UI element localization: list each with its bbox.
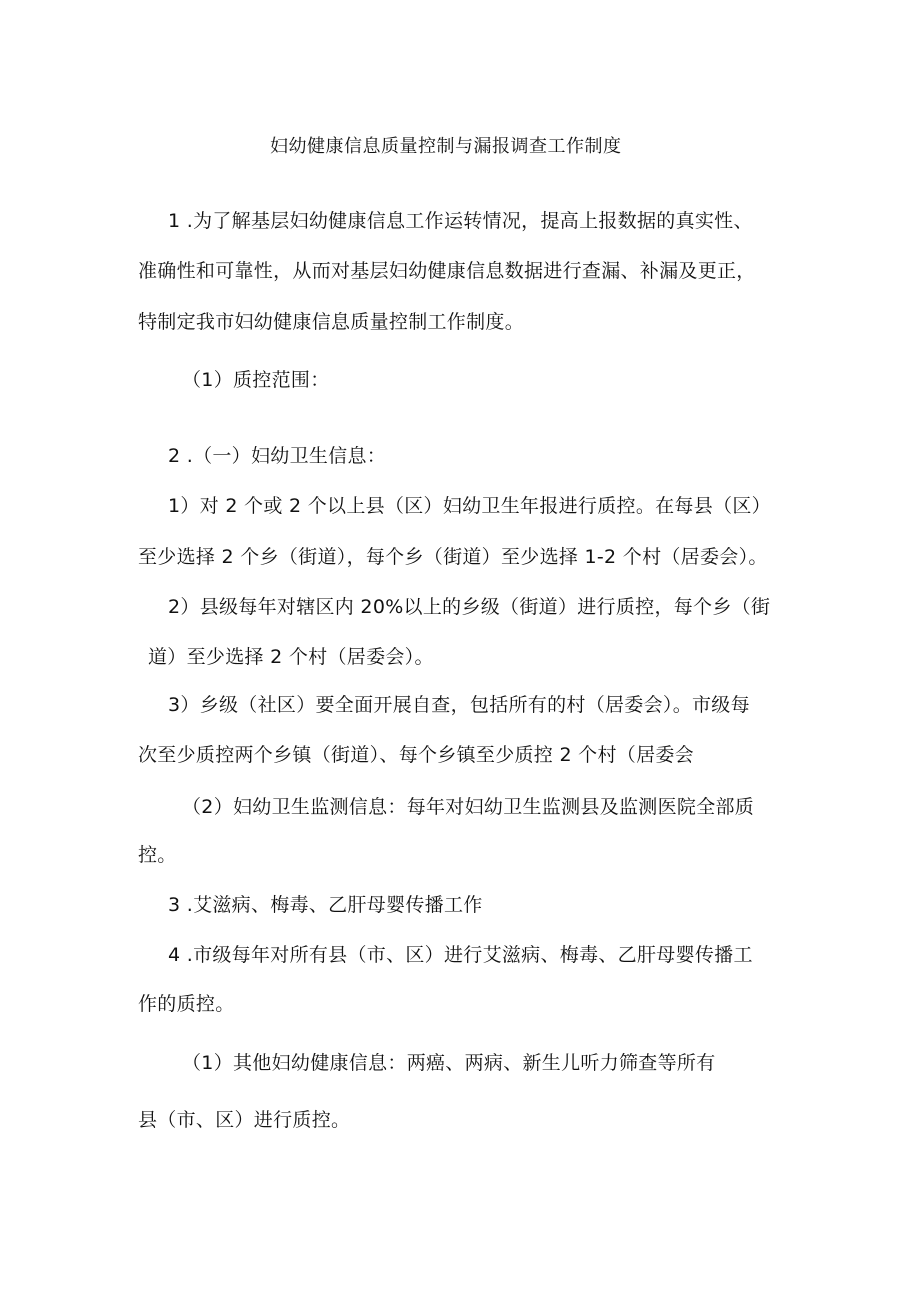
paragraph-line: 作的质控。 — [138, 993, 235, 1015]
paragraph-line: 3）乡级（社区）要全面开展自查，包括所有的村（居委会）。市级每 — [168, 694, 750, 716]
paragraph-line: （1）质控范围： — [182, 369, 330, 391]
paragraph-line: 县（市、区）进行质控。 — [138, 1109, 351, 1131]
document-title: 妇幼健康信息质量控制与漏报调查工作制度 — [270, 136, 622, 157]
paragraph-line: 至少选择 2 个乡（街道），每个乡（街道）至少选择 1-2 个村（居委会）。 — [138, 546, 768, 568]
paragraph-line: 特制定我市妇幼健康信息质量控制工作制度。 — [138, 311, 525, 333]
paragraph-line: 3 .艾滋病、梅毒、乙肝母婴传播工作 — [168, 894, 483, 916]
paragraph-line: 2 .（一）妇幼卫生信息： — [168, 445, 387, 467]
paragraph-line: （2）妇幼卫生监测信息：每年对妇幼卫生监测县及监测医院全部质 — [182, 796, 755, 818]
paragraph-line: 次至少质控两个乡镇（街道）、每个乡镇至少质控 2 个村（居委会 — [138, 744, 694, 766]
paragraph-line: 4 .市级每年对所有县（市、区）进行艾滋病、梅毒、乙肝母婴传播工 — [168, 944, 753, 966]
paragraph-line: 准确性和可靠性，从而对基层妇幼健康信息数据进行查漏、补漏及更正， — [138, 260, 756, 282]
paragraph-line: 1 .为了解基层妇幼健康信息工作运转情况，提高上报数据的真实性、 — [168, 210, 753, 232]
paragraph-line: 控。 — [138, 844, 177, 866]
paragraph-line: （1）其他妇幼健康信息：两癌、两病、新生儿听力筛查等所有 — [182, 1052, 716, 1074]
paragraph-line: 2）县级每年对辖区内 20%以上的乡级（街道）进行质控，每个乡（街 — [168, 596, 771, 618]
paragraph-line: 道）至少选择 2 个村（居委会）。 — [148, 646, 434, 668]
paragraph-line: 1）对 2 个或 2 个以上县（区）妇幼卫生年报进行质控。在每县（区） — [168, 495, 771, 517]
